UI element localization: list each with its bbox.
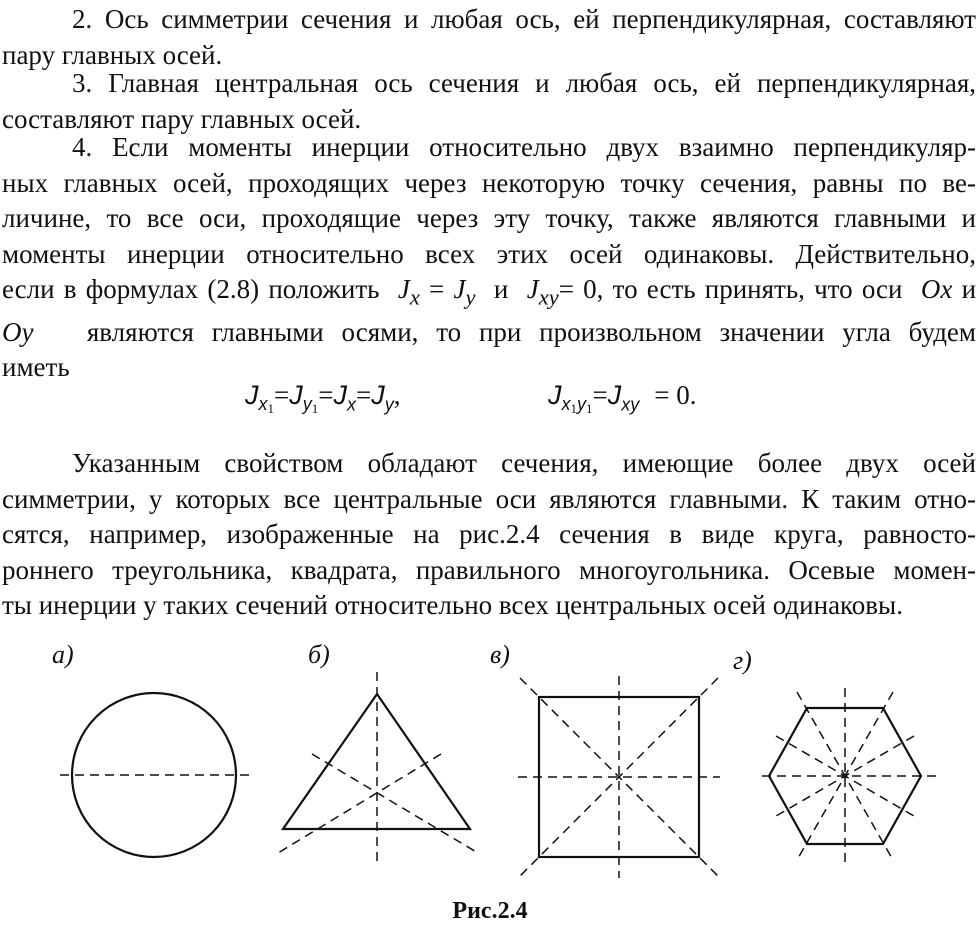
text-line: сятся, например, изображенные на рис.2.4 сечения в виде круга, равносто- bbox=[2, 519, 976, 549]
math-ox: Ox bbox=[920, 274, 953, 304]
math-subsub: 1 bbox=[586, 401, 593, 417]
figure-label-g: г) bbox=[733, 646, 752, 675]
math-subsub: 1 bbox=[311, 401, 319, 417]
paragraph-3 bbox=[2, 66, 976, 137]
math-sub: y bbox=[384, 394, 394, 415]
math-comma: , bbox=[393, 380, 401, 410]
text-line: личине, то все оси, проходящие через эту точку, также являются главными и bbox=[2, 203, 976, 233]
math-j: J bbox=[548, 380, 562, 410]
math-eq: = bbox=[274, 380, 290, 410]
text-line: пару главных осей. bbox=[2, 39, 223, 70]
text-line-with-formula bbox=[2, 272, 976, 315]
figure-label-a: а) bbox=[52, 640, 74, 669]
math-oy: Oy bbox=[2, 316, 34, 347]
text-line: симметрии, у которых все центральные оси являются главными. К таким отно- bbox=[2, 483, 976, 514]
math-j: J bbox=[371, 380, 385, 410]
math-sub: x bbox=[409, 284, 420, 310]
text-line: 2. Ось симметрии сечения и любая ось, ей перпендикулярная, составляют bbox=[72, 4, 976, 34]
triangle-section bbox=[278, 672, 478, 862]
math-sub: y bbox=[465, 284, 476, 310]
text-line: 3. Главная центральная ось сечения и любая ось, ей перпендикулярная, bbox=[72, 68, 976, 98]
formula-right bbox=[548, 380, 696, 417]
math-j: J bbox=[333, 380, 347, 410]
math-eq: = bbox=[318, 380, 334, 410]
math-zero: = 0. bbox=[654, 380, 697, 410]
formula-left bbox=[245, 380, 400, 417]
text-line: ты инерции у таких сечений относительно всех центральных осей одинаковы. bbox=[2, 590, 903, 620]
text-fragment: и bbox=[961, 274, 977, 304]
square-section bbox=[518, 676, 720, 878]
math-sub: xy bbox=[621, 394, 640, 415]
math-j: J bbox=[245, 380, 259, 410]
math-eq: = bbox=[355, 380, 372, 410]
paragraph-2 bbox=[2, 2, 976, 73]
math-sub: x bbox=[346, 394, 356, 415]
text-fragment: = 0, то есть принять, что оси bbox=[558, 274, 903, 304]
math-sub: y bbox=[577, 394, 586, 415]
text-fragment: являются главными осями, то при произвольном значении угла будем bbox=[86, 316, 976, 347]
formula bbox=[245, 380, 765, 430]
text-fragment: если в формулах (2.8) положить bbox=[2, 274, 380, 304]
text-line: составляют пару главных осей. bbox=[2, 103, 362, 134]
text-line: ных главных осей, проходящих через некоторую точку сечения, равны по ве- bbox=[2, 167, 976, 198]
figure-drawings bbox=[0, 640, 980, 890]
figure-label-v: в) bbox=[490, 640, 510, 669]
hexagon-section bbox=[762, 688, 936, 862]
paragraph-4 bbox=[2, 130, 976, 386]
math-j: J bbox=[526, 274, 539, 304]
math-eq: = bbox=[419, 274, 454, 304]
text-line-with-formula bbox=[2, 315, 976, 351]
math-sub: x bbox=[561, 394, 571, 415]
circle-section bbox=[60, 693, 252, 857]
paragraph-5 bbox=[2, 446, 976, 624]
text-line: моменты инерции относительно всех этих осей одинаковы. Действительно, bbox=[2, 238, 976, 269]
math-subsub: 1 bbox=[570, 401, 577, 417]
text-fragment: и bbox=[493, 274, 509, 304]
math-subsub: 1 bbox=[267, 401, 274, 417]
math-j: J bbox=[397, 274, 410, 304]
math-j: J bbox=[607, 380, 622, 410]
text-line: роннего треугольника, квадрата, правильного многоугольника. Осевые момен- bbox=[2, 554, 976, 585]
text-line: 4. Если моменты инерции относительно двух взаимно перпендикуляр- bbox=[72, 132, 976, 162]
math-j: J bbox=[453, 274, 466, 304]
text-line: Указанным свойством обладают сечения, имеющие более двух осей bbox=[72, 448, 976, 478]
text-line: иметь bbox=[2, 352, 70, 383]
math-sub: xy bbox=[538, 284, 559, 310]
math-eq: = bbox=[592, 380, 608, 410]
math-sub: x bbox=[258, 394, 268, 415]
figure-caption: Рис.2.4 bbox=[452, 898, 528, 924]
math-sub: y bbox=[302, 394, 312, 415]
figure-label-b: б) bbox=[308, 640, 330, 669]
math-j: J bbox=[289, 380, 303, 410]
